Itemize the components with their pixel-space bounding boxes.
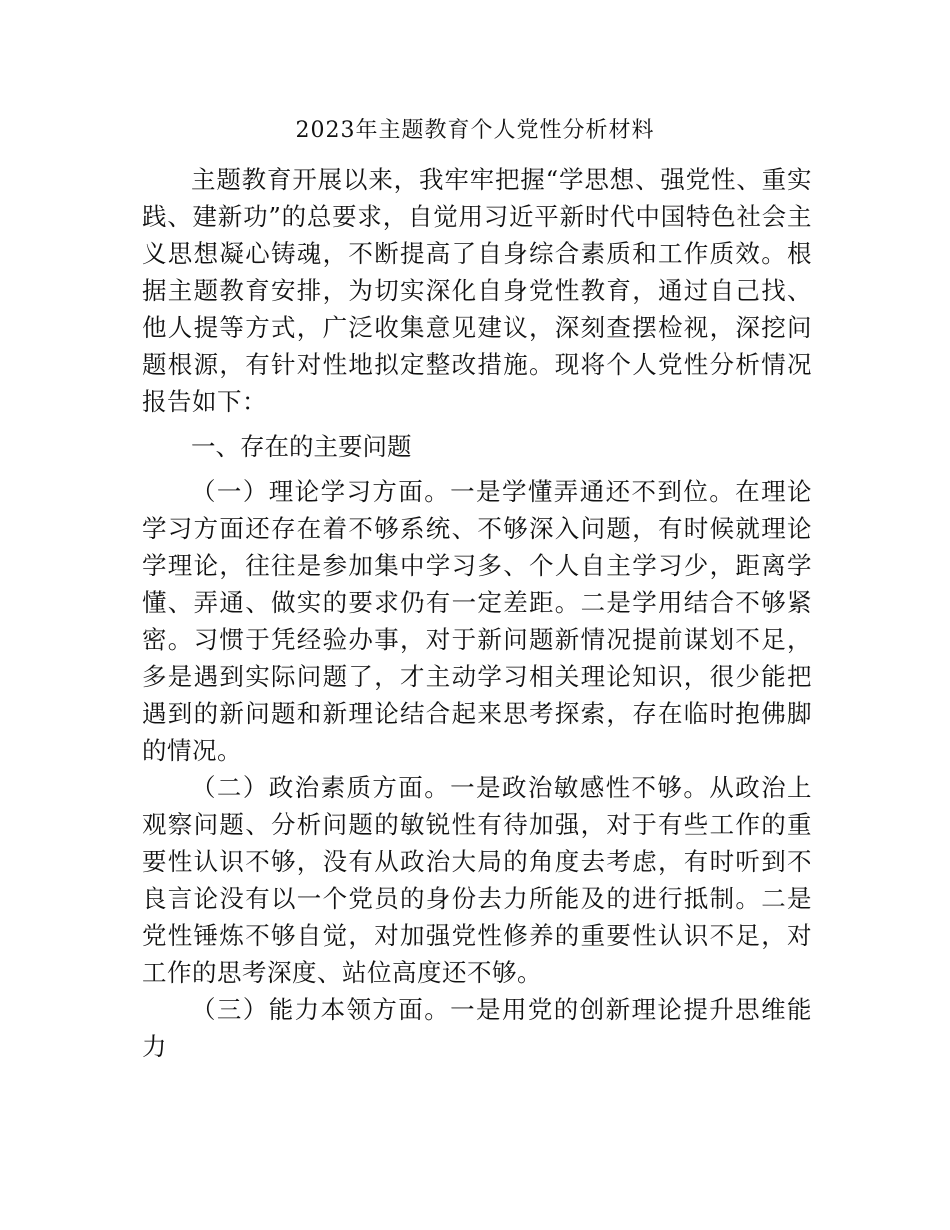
paragraph-ability: （三）能力本领方面。一是用党的创新理论提升思维能力 (142, 995, 812, 1061)
paragraph-political-quality: （二）政治素质方面。一是政治敏感性不够。从政治上观察问题、分析问题的敏锐性有待加强，对于有些工作的重要性认识不够，没有从政治大局的角度去考虑，有时听到不良言论没有以一个党员的身份去力所能及的进行抵制。二是党性锤炼不够自觉，对加强党性修养的重要性认识不足，对工作的思考深度、站位高度还不够。 (142, 773, 812, 987)
paragraph-theory-study: （一）理论学习方面。一是学懂弄通还不到位。在理论学习方面还存在着不够系统、不够深入问题，有时候就理论学理论，往往是参加集中学习多、个人自主学习少，距离学懂、弄通、做实的要求仍有一定差距。二是学用结合不够紧密。习惯于凭经验办事，对于新问题新情况提前谋划不足，多是遇到实际问题了，才主动学习相关理论知识，很少能把遇到的新问题和新理论结合起来思考探索，存在临时抱佛脚的情况。 (142, 477, 812, 765)
section-heading: 一、存在的主要问题 (191, 432, 412, 461)
document-title: 2023年主题教育个人党性分析材料 (295, 118, 655, 143)
document-body (142, 161, 812, 1065)
intro-paragraph: 主题教育开展以来，我牢牢把握“学思想、强党性、重实践、建新功”的总要求，自觉用习近平新时代中国特色社会主义思想凝心铸魂，不断提高了自身综合素质和工作质效。根据主题教育安排，为切实深化自身党性教育，通过自己找、他人提等方式，广泛收集意见建议，深刻查摆检视，深挖问题根源，有针对性地拟定整改措施。现将个人党性分析情况报告如下： (142, 165, 812, 416)
